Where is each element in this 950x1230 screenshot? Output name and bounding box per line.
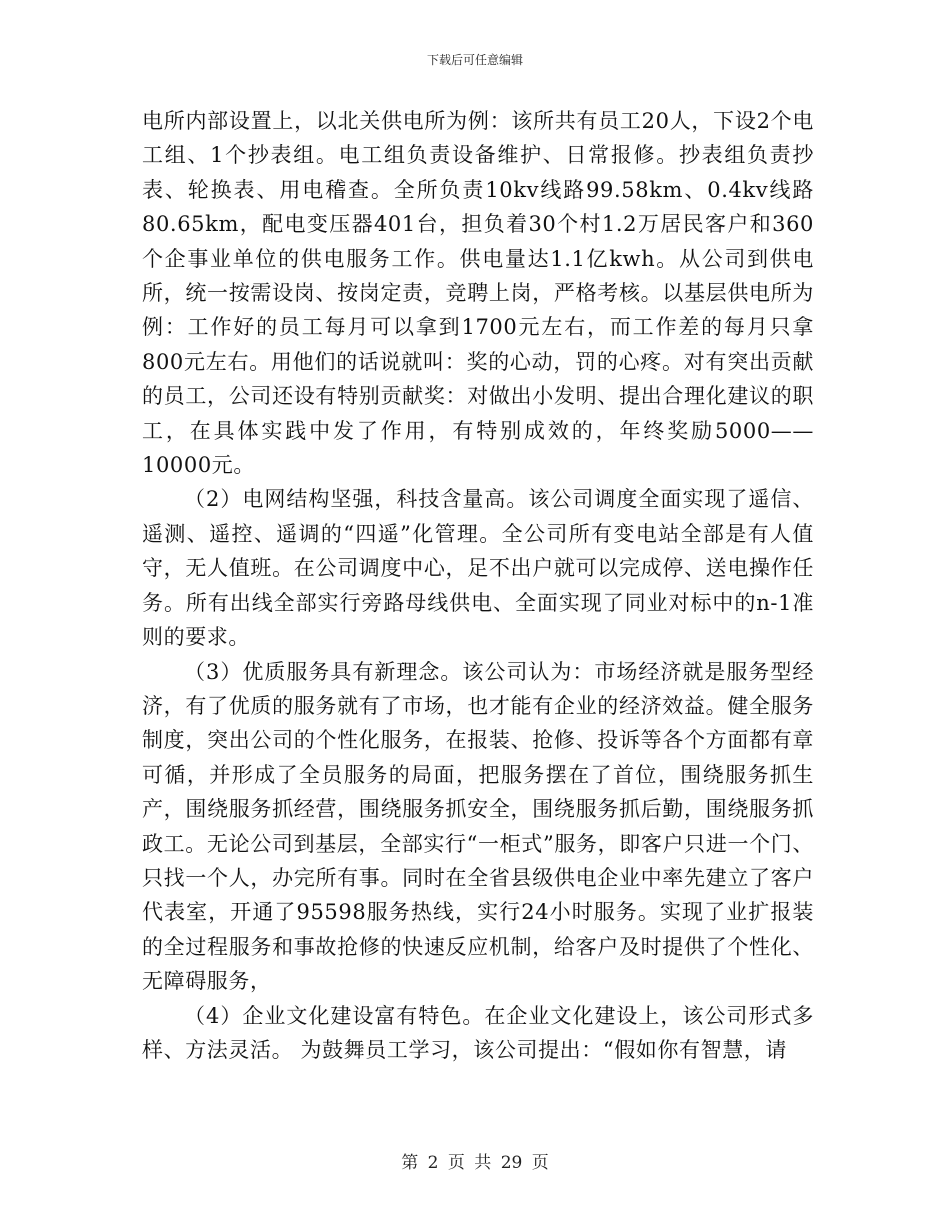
- paragraph-1: 电所内部设置上，以北关供电所为例：该所共有员工20人，下设2个电工组、1个抄表组。电工组负责设备维护、日常报修。抄表组负责抄表、轮换表、用电稽查。全所负责10kv线路99.58km、0.4kv线路80.65km，配电变压器401台，担负着30个村1.2万居民客户和360个企事业单位的供电服务工作。供电量达1.1亿kwh。从公司到供电所，统一按需设岗、按岗定责，竞聘上岗，严格考核。以基层供电所为例：工作好的员工每月可以拿到1700元左右，而工作差的每月只拿800元左右。用他们的话说就叫：奖的心动，罚的心疼。对有突出贡献的员工，公司还设有特别贡献奖：对做出小发明、提出合理化建议的职工，在具体实践中发了作用，有特别成效的，年终奖励5000——10000元。: [142, 109, 814, 478]
- paragraph-4: （4）企业文化建设富有特色。在企业文化建设上，该公司形式多样、方法灵活。 为鼓舞员工学习，该公司提出：“假如你有智慧，请: [142, 1003, 814, 1062]
- page-number-footer: 第 2 页 共 29 页: [401, 1153, 549, 1173]
- paragraph-3: （3）优质服务具有新理念。该公司认为：市场经济就是服务型经济，有了优质的服务就有了市场，也才能有企业的经济效益。健全服务制度，突出公司的个性化服务，在报装、抢修、投诉等各个方面都有章可循，并形成了全员服务的局面，把服务摆在了首位，围绕服务抓生产，围绕服务抓经营，围绕服务抓安全，围绕服务抓后勤，围绕服务抓政工。无论公司到基层，全部实行“一柜式”服务，即客户只进一个门、只找一个人，办完所有事。同时在全省县级供电企业中率先建立了客户代表室，开通了95598服务热线，实行24小时服务。实现了业扩报装的全过程服务和事故抢修的快速反应机制，给客户及时提供了个性化、无障碍服务，: [142, 659, 814, 994]
- page-header: 下载后可任意编辑: [426, 53, 523, 67]
- paragraph-2: （2）电网结构坚强，科技含量高。该公司调度全面实现了遥信、遥测、遥控、遥调的“四遥”化管理。全公司所有变电站全部是有人值守，无人值班。在公司调度中心，足不出户就可以完成停、送电操作任务。所有出线全部实行旁路母线供电、全面实现了同业对标中的n-1准则的要求。: [142, 487, 814, 650]
- document-body: [142, 104, 814, 1067]
